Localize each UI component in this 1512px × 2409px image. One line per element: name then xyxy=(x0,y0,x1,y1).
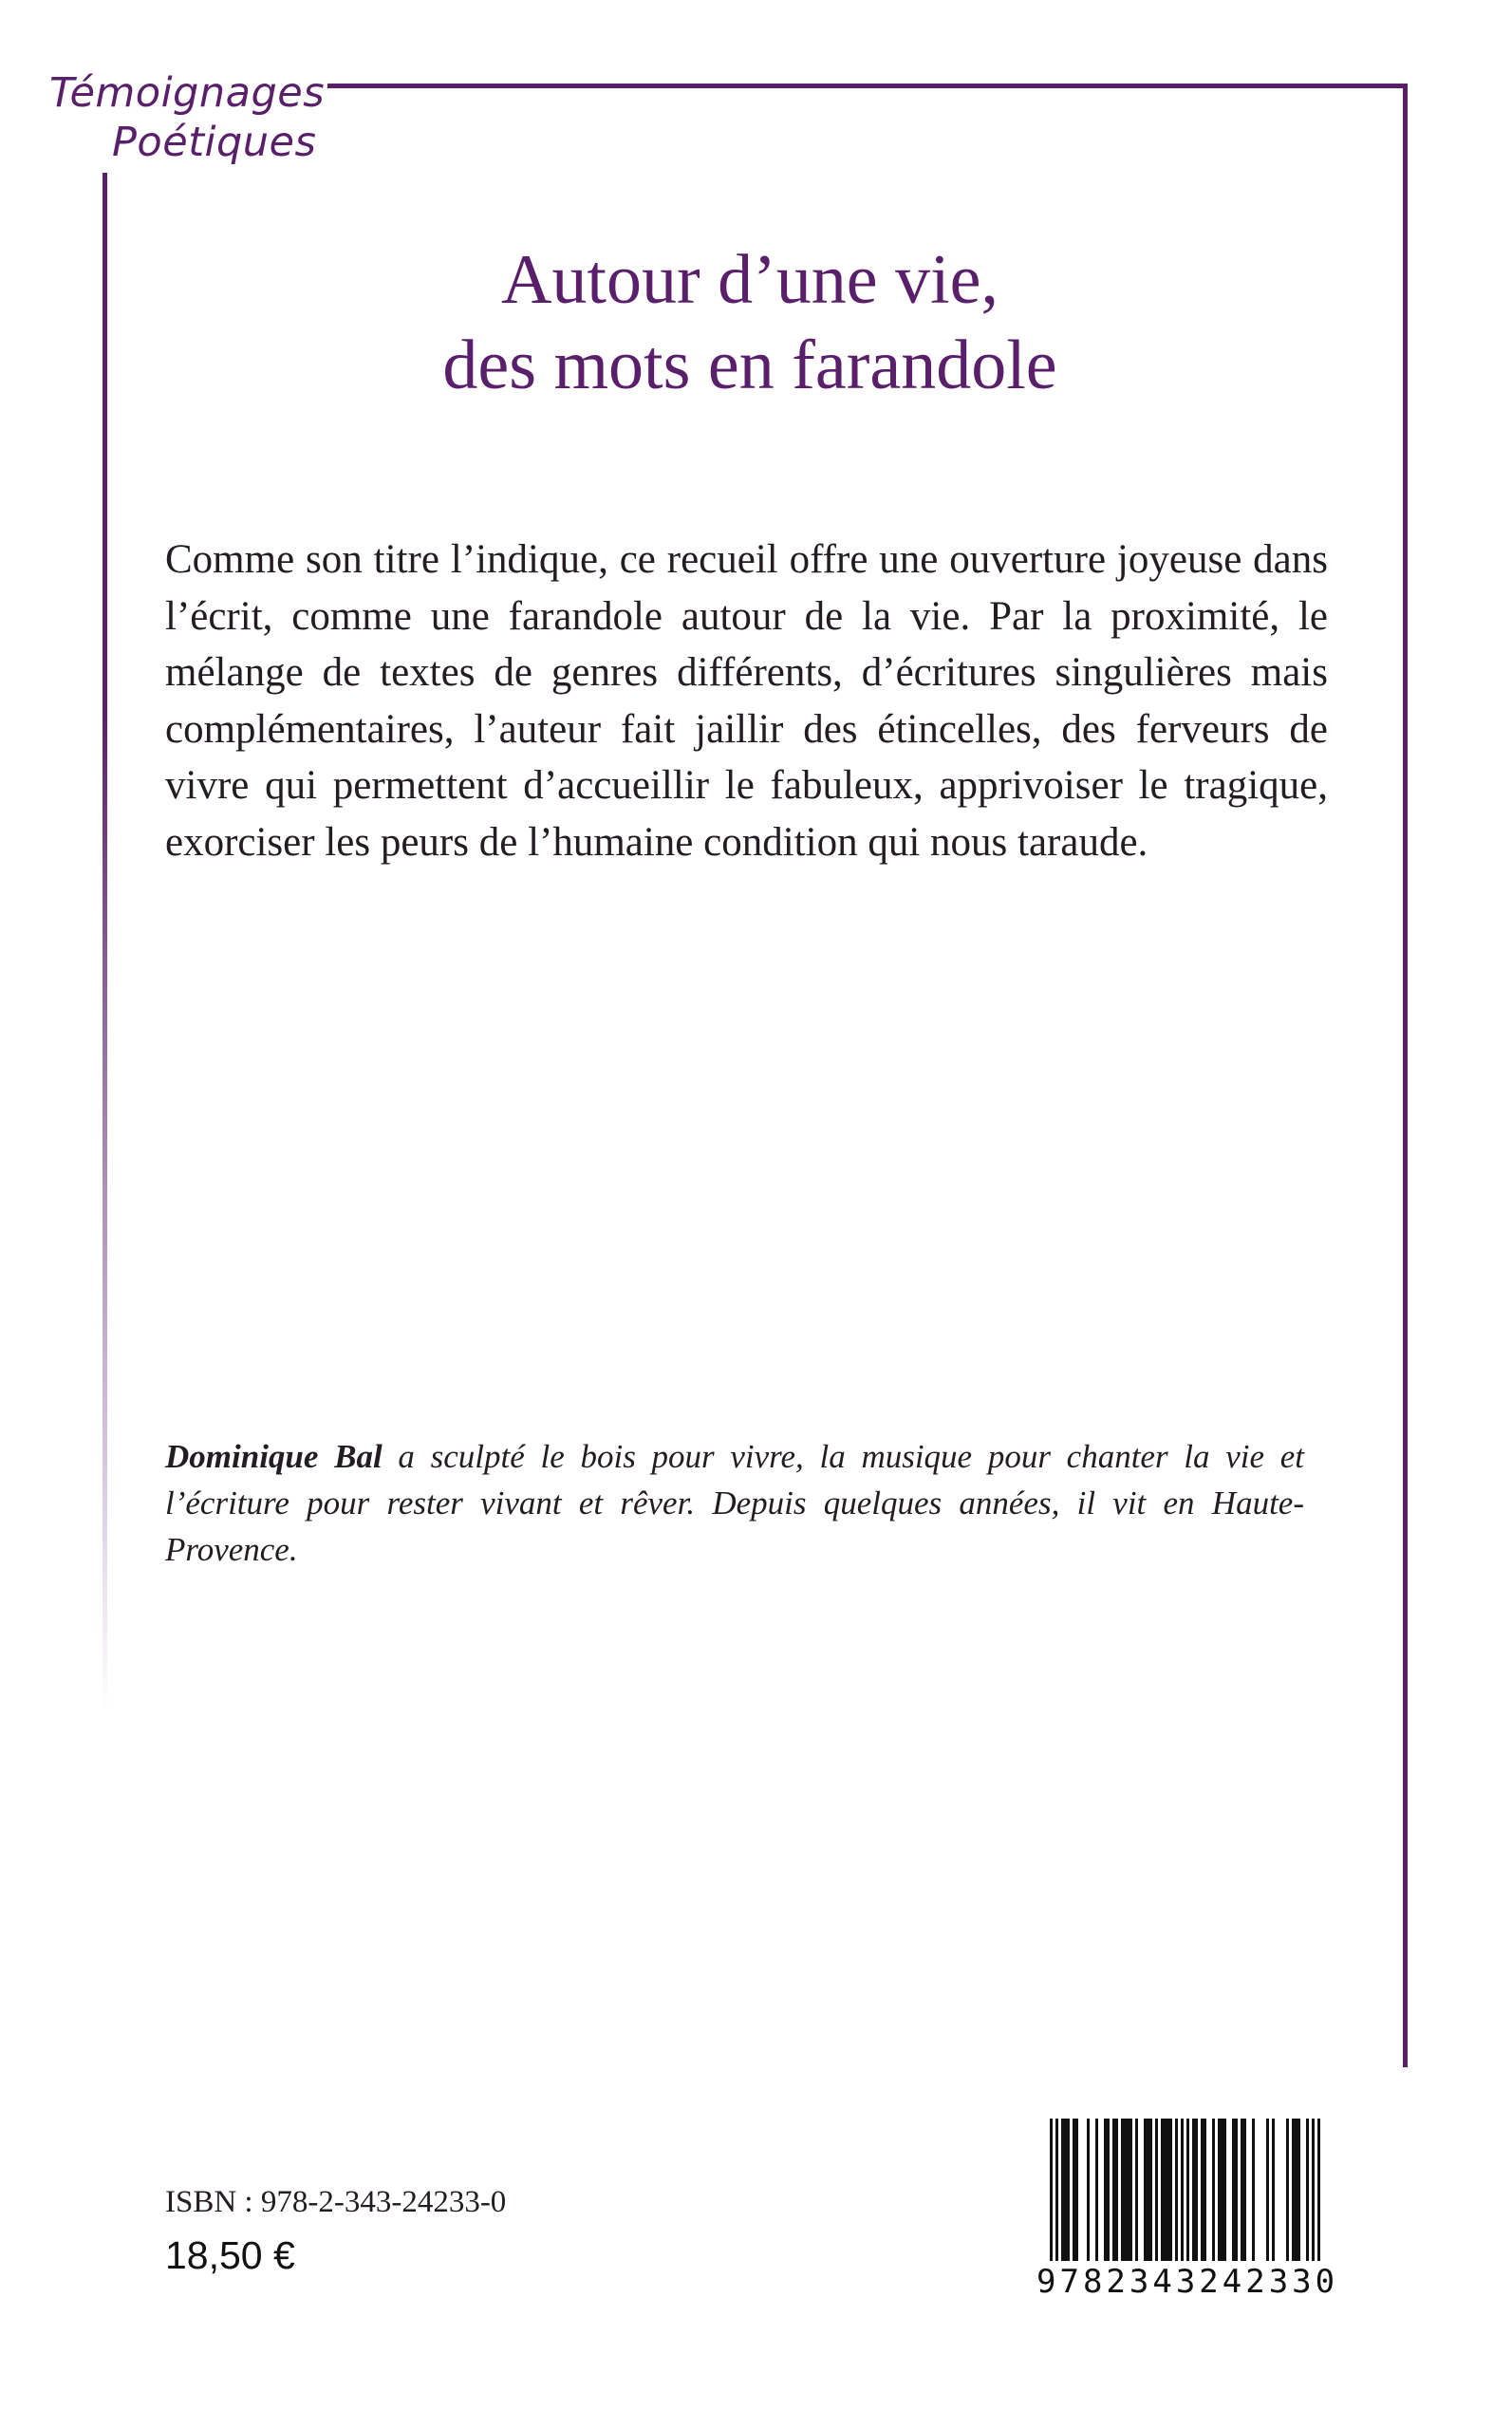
barcode-bar xyxy=(1243,2119,1246,2261)
barcode xyxy=(1036,2119,1339,2308)
barcode-bar xyxy=(1067,2119,1070,2261)
barcode-bar xyxy=(1161,2119,1164,2261)
barcode-bar xyxy=(1164,2119,1167,2261)
barcode-bar xyxy=(1232,2119,1235,2261)
barcode-bar xyxy=(1266,2119,1269,2261)
barcode-bar xyxy=(1181,2119,1184,2275)
barcode-bar xyxy=(1192,2119,1195,2261)
isbn: ISBN : 978-2-343-24233-0 xyxy=(165,2185,507,2219)
barcode-digits: 9782343242330 xyxy=(1036,2263,1339,2301)
frame-left-border xyxy=(103,173,107,1710)
price: 18,50 € xyxy=(165,2233,295,2277)
barcode-bar xyxy=(1124,2119,1127,2261)
barcode-bar xyxy=(1147,2119,1149,2261)
barcode-bar xyxy=(1075,2119,1078,2261)
barcode-bar xyxy=(1104,2119,1107,2261)
barcode-bar xyxy=(1055,2119,1058,2275)
barcode-bar xyxy=(1306,2119,1309,2261)
barcode-bar xyxy=(1149,2119,1152,2261)
barcode-bar xyxy=(1186,2119,1189,2275)
barcode-bar xyxy=(1286,2119,1289,2261)
barcode-bar xyxy=(1115,2119,1118,2261)
barcode-bar xyxy=(1241,2119,1243,2261)
barcode-bar xyxy=(1312,2119,1315,2275)
barcode-bar xyxy=(1129,2119,1132,2261)
barcode-bar xyxy=(1175,2119,1178,2261)
barcode-bar xyxy=(1127,2119,1129,2261)
frame-top-border xyxy=(327,84,1408,88)
barcode-bars xyxy=(1036,2119,1333,2275)
author-name: Dominique Bal xyxy=(165,1438,383,1475)
barcode-bar xyxy=(1073,2119,1075,2261)
barcode-bar xyxy=(1272,2119,1275,2261)
barcode-bar xyxy=(1155,2119,1158,2261)
barcode-bar xyxy=(1235,2119,1238,2261)
barcode-bar xyxy=(1121,2119,1124,2261)
barcode-bar xyxy=(1050,2119,1053,2275)
barcode-bar xyxy=(1204,2119,1206,2261)
book-title-line1: Autour d’une vie, xyxy=(500,241,999,319)
barcode-bar xyxy=(1061,2119,1064,2261)
barcode-bar xyxy=(1221,2119,1223,2261)
barcode-bar xyxy=(1064,2119,1067,2261)
barcode-bar xyxy=(1295,2119,1297,2261)
barcode-bar xyxy=(1167,2119,1169,2261)
barcode-bar xyxy=(1195,2119,1198,2261)
barcode-bar xyxy=(1144,2119,1147,2261)
author-bio xyxy=(165,1433,1304,1573)
barcode-bar xyxy=(1107,2119,1110,2261)
book-title-line2: des mots en farandole xyxy=(442,327,1057,404)
barcode-bar xyxy=(1095,2119,1098,2261)
barcode-bar xyxy=(1201,2119,1204,2261)
barcode-bar xyxy=(1218,2119,1221,2261)
barcode-bar xyxy=(1252,2119,1255,2261)
barcode-bar xyxy=(1297,2119,1300,2261)
book-title xyxy=(190,237,1310,408)
barcode-bar xyxy=(1223,2119,1226,2261)
collection-name-line1: Témoignages xyxy=(49,69,326,117)
barcode-bar xyxy=(1135,2119,1138,2261)
frame-right-border xyxy=(1403,84,1408,2067)
barcode-bar xyxy=(1169,2119,1172,2261)
barcode-bar xyxy=(1212,2119,1215,2261)
barcode-bar xyxy=(1112,2119,1115,2261)
author-bio-text: a sculpté le bois pour vivre, la musique pour chanter la vie et l’écriture pour rester vivant et rêver. Depuis quelques années, il vit en Haute-Provence. xyxy=(165,1438,1304,1568)
collection-logo xyxy=(49,68,326,167)
barcode-bar xyxy=(1087,2119,1090,2261)
book-blurb: Comme son titre l’indique, ce recueil offre une ouverture joyeuse dans l’écrit, comme une farandole autour de la vie. Par la proximité, le mélange de textes de genres différents, d’écritures singulières mais complémentaires, l’auteur fait jaillir des étincelles, des ferveurs de vivre qui permettent d’accueillir le fabuleux, apprivoiser le tragique, exorciser les peurs de l’humaine condition qui nous taraude. xyxy=(165,537,1328,865)
barcode-bar xyxy=(1317,2119,1320,2275)
collection-name-line2: Poétiques xyxy=(112,119,317,166)
barcode-bar xyxy=(1292,2119,1295,2261)
